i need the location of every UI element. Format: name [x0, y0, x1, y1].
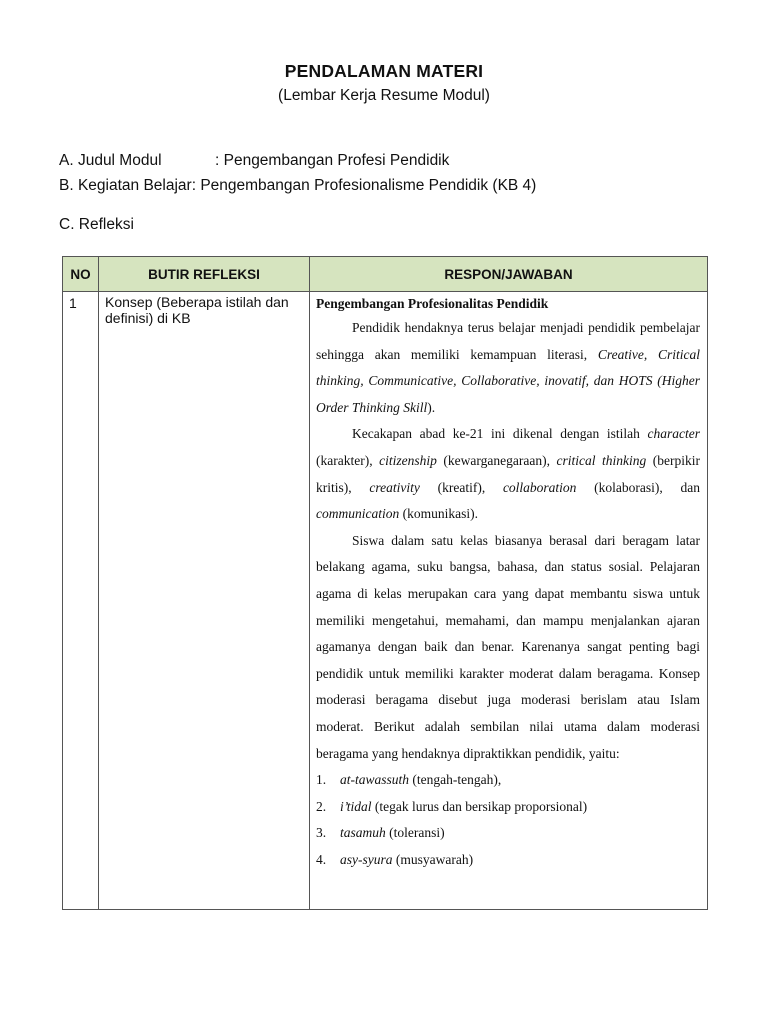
learning-activity-line	[59, 177, 536, 195]
p2-text-6: (kolaborasi), dan	[576, 479, 701, 495]
list-desc: (toleransi)	[385, 825, 445, 841]
p2-text-3: (kewarganegaraan),	[436, 452, 557, 468]
list-term: i’tidal	[340, 798, 372, 814]
table-row	[63, 292, 708, 910]
page-subtitle: (Lembar Kerja Resume Modul)	[278, 87, 490, 104]
learning-activity-label: B. Kegiatan Belajar	[59, 177, 192, 194]
list-term: at-tawassuth	[340, 772, 410, 788]
page-title: PENDALAMAN MATERI	[284, 61, 484, 81]
response-paragraph-1	[316, 315, 700, 421]
list-desc: (musyawarah)	[392, 851, 474, 867]
list-number: 1.	[316, 772, 327, 788]
p2-text-1: Kecakapan abad ke-21 ini dikenal dengan istilah	[352, 426, 648, 442]
response-paragraph-2	[316, 421, 700, 527]
header-no: NO	[63, 257, 99, 292]
p2-term-citizenship: citizenship	[379, 452, 437, 468]
p2-term-collaboration: collaboration	[502, 479, 577, 495]
row-number: 1	[63, 292, 99, 910]
p2-term-communication: communication	[316, 506, 400, 522]
list-item	[316, 794, 700, 821]
list-item	[316, 820, 700, 847]
values-list	[316, 767, 700, 873]
row-response	[310, 292, 708, 910]
p2-text-7: (komunikasi).	[399, 506, 478, 522]
table-header-row	[63, 257, 708, 292]
response-paragraph-3: Siswa dalam satu kelas biasanya berasal dari beragam latar belakang agama, suku bangsa, bahasa, dan status sosial. Pelajaran agama di kelas merupakan cara yang dapat membantu siswa untuk memiliki mengetahui, memahami, dan mampu menjalankan ajaran agamanya dengan baik dan benar. Karenanya sangat penting bagi pendidik untuk memiliki karakter moderat dalam beragama. Konsep moderasi beragama disebut juga moderasi berislam atau Islam moderat. Berikut adalah sembilan nilai utama dalam moderasi beragama yang hendaknya dipraktikkan pendidik, yaitu:	[316, 532, 700, 761]
list-number: 2.	[316, 798, 327, 814]
p2-text-5: (kreatif),	[419, 479, 503, 495]
list-number: 4.	[316, 851, 327, 867]
p2-term-character: character	[647, 426, 700, 442]
module-title-line	[59, 152, 449, 170]
list-number: 3.	[316, 825, 327, 841]
p2-text-2: (karakter),	[316, 452, 380, 468]
module-title-value: : Pengembangan Profesi Pendidik	[215, 152, 450, 169]
p2-text-4: (berpikir kritis),	[316, 452, 700, 495]
reflection-heading: C. Refleksi	[59, 216, 134, 233]
reflection-table	[62, 256, 708, 910]
learning-activity-value: : Pengembangan Profesionalisme Pendidik (KB 4)	[191, 177, 537, 194]
list-item	[316, 767, 700, 794]
row-butir: Konsep (Beberapa istilah dan definisi) di KB	[99, 292, 310, 910]
list-desc: (tengah-tengah),	[409, 772, 502, 788]
list-term: tasamuh	[340, 825, 386, 841]
p2-term-creativity: creativity	[369, 479, 420, 495]
module-title-label: A. Judul Modul	[59, 152, 162, 169]
p1-text-2: ).	[427, 399, 436, 415]
response-heading: Pengembangan Profesionalitas Pendidik	[316, 296, 549, 311]
list-term: asy-syura	[340, 851, 393, 867]
header-butir-refleksi: BUTIR REFLEKSI	[99, 257, 310, 292]
p1-text-1: Pendidik hendaknya terus belajar menjadi pendidik pembelajar sehingga akan memiliki kemampuan literasi,	[316, 320, 700, 362]
p2-term-critical-thinking: critical thinking	[556, 452, 647, 468]
list-desc: (tegak lurus dan bersikap proporsional)	[371, 798, 588, 814]
p1-italic-skills: Creative, Critical thinking, Communicative, Collaborative, inovatif, dan HOTS (Higher Order Thinking Skill	[316, 346, 700, 415]
header-respon-jawaban: RESPON/JAWABAN	[310, 257, 708, 292]
list-item	[316, 847, 700, 874]
